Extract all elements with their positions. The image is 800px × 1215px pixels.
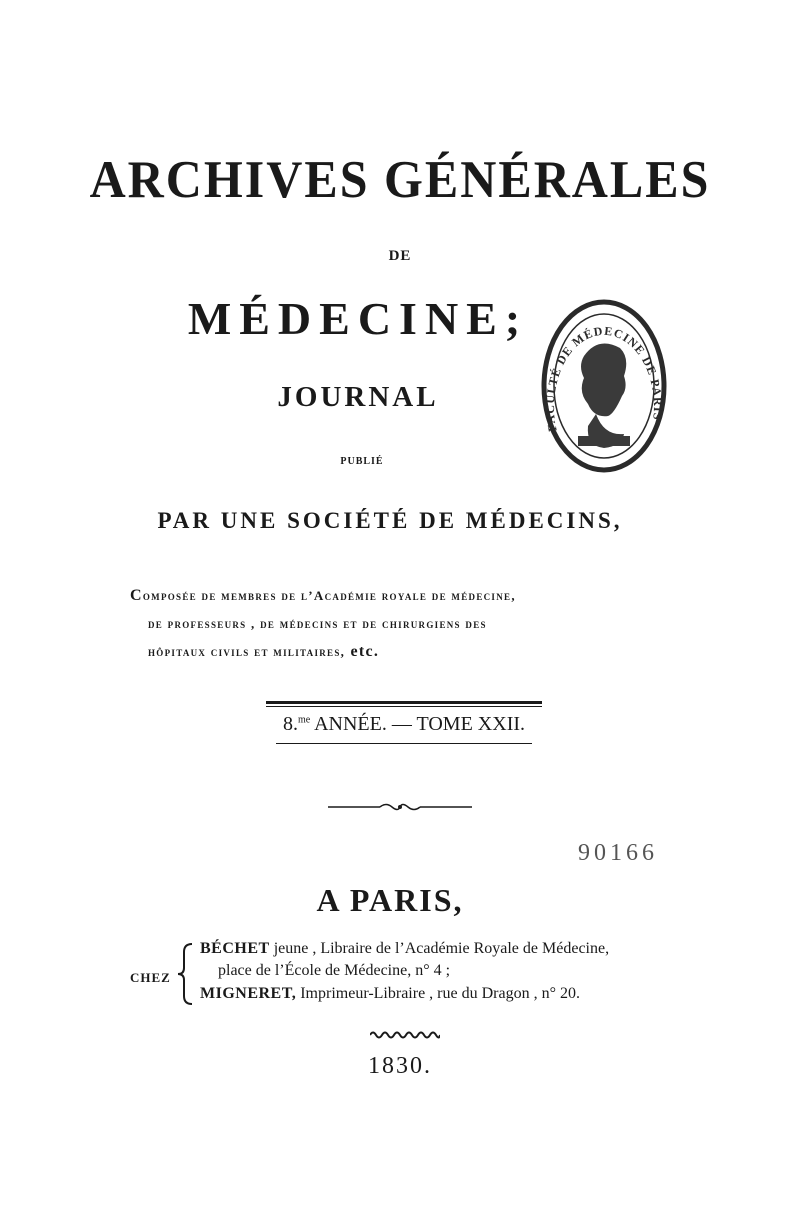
curly-brace-icon <box>176 942 194 1006</box>
composition-initial: C <box>130 587 143 604</box>
composition-line-3-text: hôpitaux civils et militaires, <box>148 644 346 659</box>
publisher-1-desc: jeune , Libraire de l’Académie Royale de Médecine, <box>269 940 610 957</box>
bottom-rule <box>276 743 532 744</box>
main-title: ARCHIVES GÉNÉRALES <box>89 149 711 209</box>
volume-line <box>266 713 542 736</box>
title-de: DE <box>388 248 412 264</box>
top-rule-thin <box>266 706 542 707</box>
publisher-1-address: place de l’École de Médecine, n° 4 ; <box>218 962 451 979</box>
composition-etc: etc. <box>345 643 380 660</box>
composition-line-1-text: omposée de membres de l’Académie royale de médecine, <box>142 588 516 603</box>
composition-line-2: de professeurs , de médecins et de chirurgiens des <box>148 616 487 631</box>
subtitle-societe: PAR UNE SOCIÉTÉ DE MÉDECINS, <box>157 508 623 533</box>
composition-line-1 <box>130 582 690 610</box>
publisher-2-name: MIGNERET, <box>200 985 297 1002</box>
publisher-1 <box>200 940 609 958</box>
publication-year: 1830. <box>368 1053 432 1079</box>
publisher-2-desc: Imprimeur-Libraire , rue du Dragon , n° 20. <box>296 985 580 1002</box>
annee-number: 8. <box>282 713 298 735</box>
imprint-chez: CHEZ <box>130 970 171 985</box>
composition-line-3 <box>148 638 690 666</box>
imprint-city: A PARIS, <box>316 882 464 918</box>
annee-sup: me <box>297 714 311 726</box>
annee-tome: ANNÉE. — TOME XXII. <box>310 713 526 735</box>
title-medecine: MÉDECINE; <box>187 293 529 344</box>
library-stamp-icon <box>538 296 670 476</box>
subtitle-publie: PUBLIÉ <box>340 456 384 467</box>
subtitle-journal: JOURNAL <box>277 381 439 413</box>
ornament-divider-icon <box>328 800 472 814</box>
wavy-ornament-icon <box>370 1030 440 1040</box>
publisher-1-name: BÉCHET <box>200 940 270 957</box>
publisher-2 <box>200 985 580 1003</box>
stamp-text: FACULTÉ DE MÉDECINE DE PARIS <box>542 323 666 433</box>
shelfmark-number: 90166 <box>578 840 658 866</box>
top-rule <box>266 701 542 704</box>
composition-text <box>130 582 690 666</box>
